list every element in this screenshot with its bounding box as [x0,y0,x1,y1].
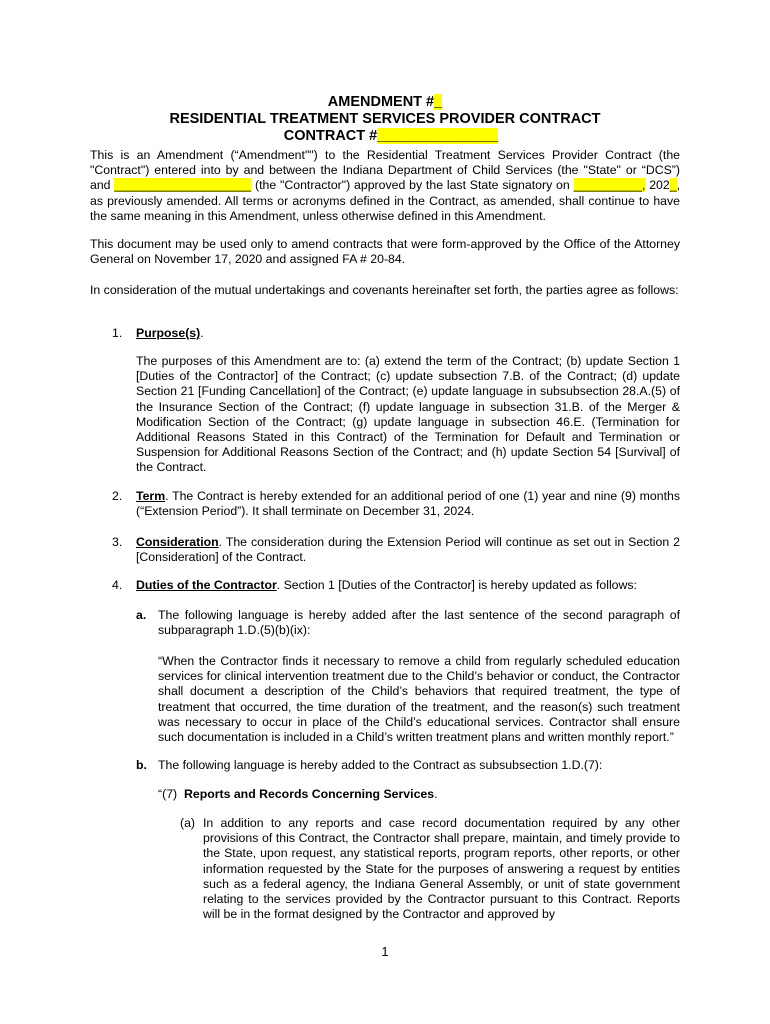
subsection-b-text: The following language is hereby added to the Contract as subsubsection 1.D.(7): [158,758,603,772]
section-consideration [136,535,680,565]
subsection-letter: b. [136,758,147,772]
heading-punct: . [200,326,204,340]
approval-date-field[interactable]: __________, [573,178,646,193]
intro-text-3: , as previously amended. All terms or acronyms defined in the Contract, as amended, shall continue to have the same meaning in this Amendment, unless otherwise defined in this Amendment. [90,178,680,223]
item-number: “(7) [158,787,178,801]
intro-text-2: (the "Contractor") approved by the last State signatory on [254,178,570,193]
section-duties [136,578,680,593]
section-number: 3. [112,535,123,549]
contract-number-heading [0,128,770,145]
section-number: 2. [112,489,123,503]
subsection-letter: a. [136,608,147,622]
section-number: 4. [112,578,123,592]
subsection-a-text: The following language is hereby added after the last sentence of the second paragraph of subparagraph 1.D.(5)(b)(ix): [158,608,680,638]
item-heading: Reports and Records Concerning Services [183,787,435,801]
section-text: . Section 1 [Duties of the Contractor] is hereby updated as follows: [276,578,637,592]
year-prefix: 202 [649,178,670,193]
subsection-a-quote: “When the Contractor finds it necessary to remove a child from regularly scheduled education services for clinical intervention treatment due to the Child’s behavior or conduct, the Contractor shall document a description of the Child’s behaviors that required treatment, the type of treatment that occurred, the time duration of the treatment, and the reason(s) such treatment was necessary to occur in place of the Child’s educational services. Contractor shall ensure such documentation is included in a Child’s written treatment plans and written monthly report.” [158,654,680,745]
section-heading: Duties of the Contractor [136,578,277,592]
section-term [136,489,680,519]
reports-item-heading [158,787,680,802]
form-approval-paragraph: This document may be used only to amend contracts that were form-approved by the Office of the Attorney General on November 17, 2020 and assigned FA # 20-84. [90,237,680,267]
contract-number-field[interactable]: _______________ [377,128,499,144]
item-punct: . [434,787,438,801]
page-number: 1 [381,944,389,959]
amendment-number-field[interactable]: _ [434,94,443,110]
amendment-label: AMENDMENT # [327,94,435,110]
clause-a-text: In addition to any reports and case record documentation required by any other provisions of this Contract, the Contractor shall prepare, maintain, and timely provide to the State, upon request, any statistical reports, program reports, other reports, or other information requested by the State for the purposes of answering a request by entities such as a federal agency, the Indiana General Assembly, or unit of state government relating to the services provided by the Contractor pursuant to this Contract. Reports will be in the format designed by the Contractor and approved by [203,816,680,922]
intro-paragraph [90,148,680,224]
section-number: 1. [112,326,123,340]
contractor-name-field[interactable]: ____________________ [114,178,252,193]
consideration-intro-paragraph: In consideration of the mutual undertakings and covenants hereinafter set forth, the parties agree as follows: [90,283,679,297]
section-heading: Consideration [136,535,219,549]
section-heading: Term [136,489,166,503]
section-purposes-heading [136,326,680,341]
amendment-heading [0,94,770,111]
purposes-paragraph: The purposes of this Amendment are to: (a) extend the term of the Contract; (b) update Section 1 [Duties of the Contractor] of the Contract; (c) update subsection 7.B. of the Contract; (d) update Section 21 [Funding Cancellation] of the Contract; (e) update language in subsubsection 28.A.(5) of the Insurance Section of the Contract; (f) update language in subsection 31.B. of the Merger & Modification Section of the Contract; (g) update language in subsection 46.E. (Termination for Additional Reasons Stated in this Contract) of the Termination for Default and Termination or Suspension for Additional Reasons Section of the Contract; and (h) update Section 54 [Survival] of the Contract. [136,354,680,475]
section-text: . The consideration during the Extension Period will continue as set out in Section 2 [Consideration] of the Contract. [136,535,680,565]
clause-label: (a) [180,816,196,830]
intro-text-1: This is an Amendment (“Amendment"") to the Residential Treatment Services Provider Contract (the "Contract") entered into by and between the Indiana Department of Child Services (the "State" or “DCS”) and [90,148,680,193]
section-heading: Purpose(s) [136,326,201,340]
year-field[interactable]: _ [669,178,677,193]
section-text: . The Contract is hereby extended for an additional period of one (1) year and nine (9) months (“Extension Period”). It shall terminate on December 31, 2024. [136,489,680,519]
contract-label: CONTRACT # [283,128,378,144]
contract-title: RESIDENTIAL TREATMENT SERVICES PROVIDER CONTRACT [169,111,601,127]
